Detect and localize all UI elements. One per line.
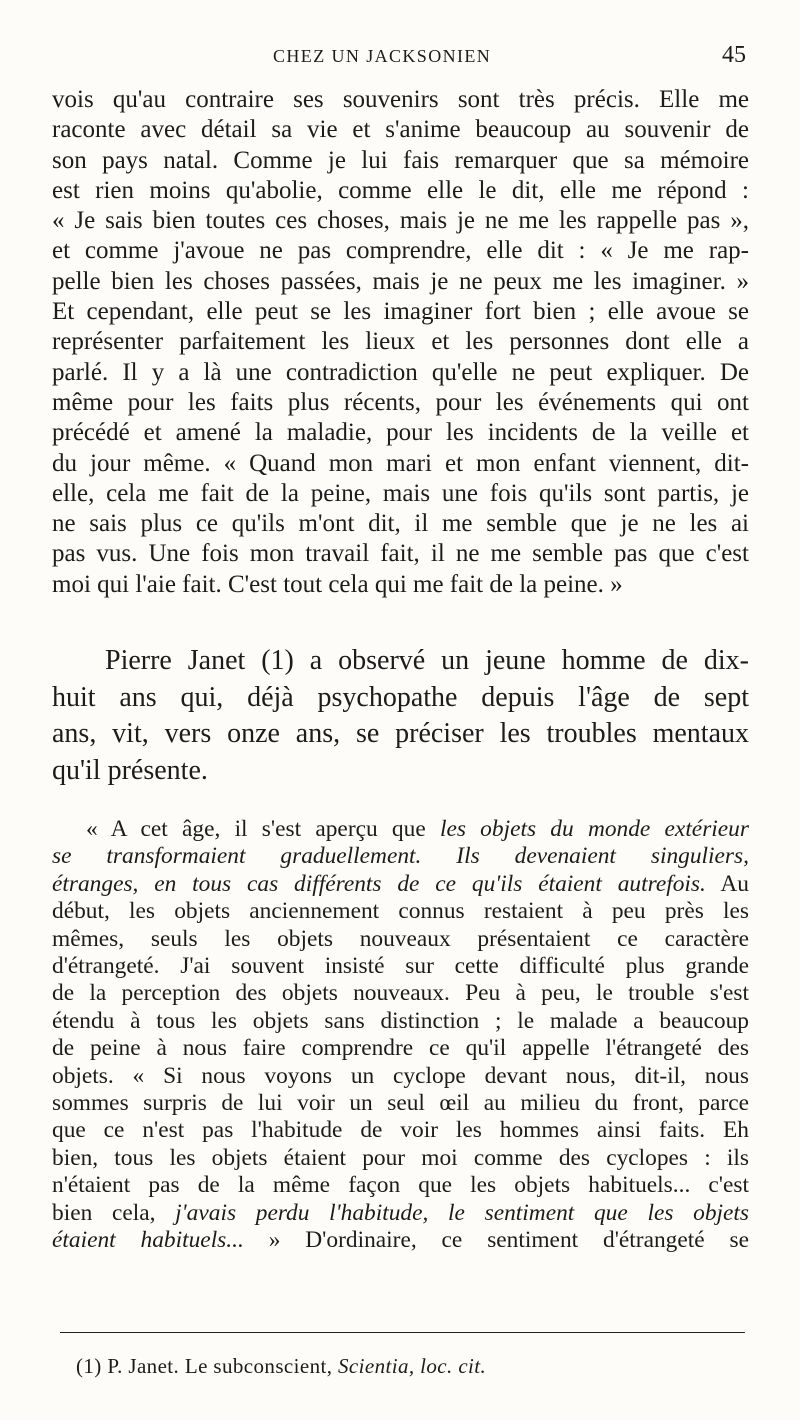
text-line: que ce n'est pas l'habitude de voir les hommes ainsi faits. Eh bbox=[52, 1117, 749, 1144]
paragraph-1 bbox=[52, 85, 749, 600]
italic-span: j'avais perdu l'habitude, le sentiment que les objets bbox=[175, 1199, 749, 1226]
text-line: est rien moins qu'abolie, comme elle le dit, elle me répond : bbox=[52, 176, 749, 204]
text-line: et comme j'avoue ne pas comprendre, elle dit : « Je me rap- bbox=[52, 237, 749, 265]
text-span: « A cet âge, il s'est aperçu que bbox=[86, 816, 440, 842]
footnote-text: (1) P. Janet. Le subconscient, bbox=[76, 1354, 339, 1378]
italic-span: étranges, en tous cas différents de ce qu'ils étaient autrefois. bbox=[52, 870, 706, 897]
text-line: représenter parfaitement les lieux et les personnes dont elle a bbox=[52, 328, 749, 356]
text-span: » D'ordinaire, ce sentiment d'étrangeté se bbox=[243, 1227, 749, 1254]
text-line bbox=[52, 1200, 749, 1227]
paragraph-2 bbox=[52, 643, 749, 789]
footnote-citation: Scientia, loc. cit. bbox=[338, 1354, 487, 1378]
italic-span: les objets du monde extérieur bbox=[439, 816, 749, 842]
text-line: de la perception des objets nouveaux. Peu à peu, le trouble s'est bbox=[52, 980, 749, 1007]
text-line: n'étaient pas de la même façon que les objets habituels... c'est bbox=[52, 1172, 749, 1199]
text-line: ne sais plus ce qu'ils m'ont dit, il me semble que je ne les ai bbox=[52, 510, 749, 538]
italic-span: étaient habituels... bbox=[52, 1227, 244, 1254]
text-line: son pays natal. Comme je lui fais remarquer que sa mémoire bbox=[52, 146, 749, 174]
text-line: ans, vit, vers onze ans, se préciser les troubles mentaux bbox=[52, 718, 749, 749]
text-line: raconte avec détail sa vie et s'anime beaucoup au souvenir de bbox=[52, 116, 749, 144]
footnote-divider bbox=[60, 1332, 745, 1333]
text-line: Pierre Janet (1) a observé un jeune homme de dix- bbox=[105, 645, 749, 676]
text-line: bien, tous les objets étaient pour moi comme des cyclopes : ils bbox=[52, 1144, 749, 1171]
text-line: du jour même. « Quand mon mari et mon enfant viennent, dit- bbox=[52, 449, 749, 477]
footnote bbox=[76, 1354, 486, 1379]
page-number: 45 bbox=[722, 42, 746, 68]
text-line: parlé. Il y a là une contradiction qu'elle ne peut expliquer. De bbox=[52, 358, 749, 386]
text-line: elle, cela me fait de la peine, mais une fois qu'ils sont partis, je bbox=[52, 479, 749, 507]
text-line: étendu à tous les objets sans distinction ; le malade a beaucoup bbox=[52, 1007, 749, 1034]
text-line: vois qu'au contraire ses souvenirs sont très précis. Elle me bbox=[52, 86, 749, 113]
text-line bbox=[52, 871, 749, 898]
text-line: huit ans qui, déjà psychopathe depuis l'âge de sept bbox=[52, 681, 749, 713]
text-line: objets. « Si nous voyons un cyclope devant nous, dit-il, nous bbox=[52, 1062, 749, 1089]
text-line: pas vus. Une fois mon travail fait, il ne me semble pas que c'est bbox=[52, 540, 749, 568]
paragraph-3-quotation bbox=[52, 816, 749, 1255]
text-line bbox=[52, 816, 749, 843]
text-line: moi qui l'aie fait. C'est tout cela qui me fait de la peine. » bbox=[52, 570, 623, 598]
text-line: « Je sais bien toutes ces choses, mais je ne me les rappelle pas », bbox=[52, 207, 749, 235]
text-line: d'étrangeté. J'ai souvent insisté sur cette difficulté plus grande bbox=[52, 953, 749, 980]
text-line: qu'il présente. bbox=[52, 754, 208, 786]
text-line: début, les objets anciennement connus restaient à peu près les bbox=[52, 898, 749, 925]
running-head-title: CHEZ UN JACKSONIEN bbox=[273, 46, 492, 66]
text-line: Et cependant, elle peut se les imaginer fort bien ; elle avoue se bbox=[52, 298, 749, 326]
text-line: de peine à nous faire comprendre ce qu'il appelle l'étrangeté des bbox=[52, 1035, 749, 1062]
text-line: mêmes, seuls les objets nouveaux présentaient ce caractère bbox=[52, 925, 749, 952]
text-line: se transformaient graduellement. Ils devenaient singuliers, bbox=[52, 843, 749, 870]
text-line bbox=[52, 1227, 749, 1254]
text-line: précédé et amené la maladie, pour les incidents de la veille et bbox=[52, 419, 749, 447]
text-line: même pour les faits plus récents, pour les événements qui ont bbox=[52, 388, 749, 416]
running-head bbox=[0, 44, 800, 74]
text-span: bien cela, bbox=[52, 1199, 176, 1226]
text-line: pelle bien les choses passées, mais je ne peux me les imaginer. » bbox=[52, 267, 749, 295]
text-line: sommes surpris de lui voir un seul œil au milieu du front, parce bbox=[52, 1090, 749, 1117]
text-span: Au bbox=[705, 870, 749, 897]
